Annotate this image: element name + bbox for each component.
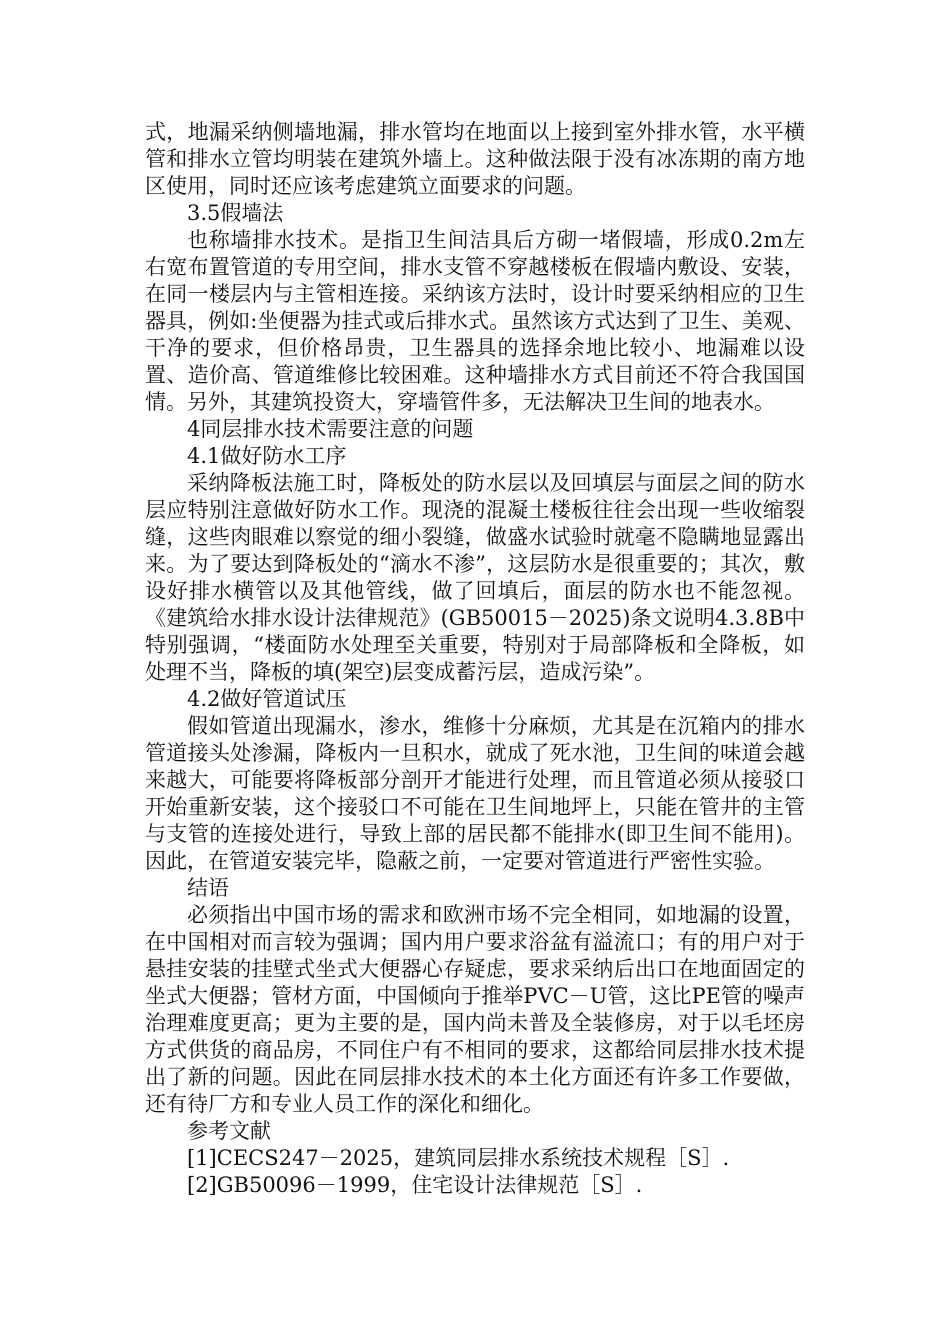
section-heading-3-5: 3.5假墙法 [187,201,284,225]
section-heading-conclusion: 结语 [187,876,229,900]
document-body [145,119,805,1199]
paragraph-waterproofing: 采纳降板法施工时，降板处的防水层以及回填层与面层之间的防水层应特别注意做好防水工作。现浇的混凝土楼板往往会出现一些收缩裂缝，这些肉眼难以察觉的细小裂缝，做盛水试验时就毫不隐瞒地显露出来。为了要达到降板处的“滴水不渗”，这层防水是很重要的；其次，敷设好排水横管以及其他管线，做了回填后，面层的防水也不能忽视。《建筑给水排水设计法律规范》(GB50015－2025)条文说明4.3.8B中特别强调，“楼面防水处理至关重要，特别对于局部降板和全降板，如处理不当，降板的填(架空)层变成蓄污层，造成污染”。 [145,471,805,684]
paragraph-false-wall: 也称墙排水技术。是指卫生间洁具后方砌一堵假墙，形成0.2m左右宽布置管道的专用空间，排水支管不穿越楼板在假墙内敷设、安装，在同一楼层内与主管相连接。采纳该方法时，设计时要采纳相应的卫生器具，例如:坐便器为挂式或后排水式。虽然该方式达到了卫生、美观、干净的要求，但价格昂贵，卫生器具的选择余地比较小、地漏难以设置、造价高、管道维修比较困难。这种墙排水方式目前还不符合我国国情。另外，其建筑投资大，穿墙管件多，无法解决卫生间的地表水。 [145,228,805,414]
paragraph-conclusion: 必须指出中国市场的需求和欧洲市场不完全相同，如地漏的设置，在中国相对而言较为强调；国内用户要求浴盆有溢流口；有的用户对于悬挂安装的挂壁式坐式大便器心存疑虑，要求采纳后出口在地面固定的坐式大便器；管材方面，中国倾向于推举PVC－U管，这比PE管的噪声治理难度更高；更为主要的是，国内尚未普及全装修房，对于以毛坯房方式供货的商品房，不同住户有不相同的要求，这都给同层排水技术提出了新的问题。因此在同层排水技术的本土化方面还有许多工作要做，还有待厂方和专业人员工作的深化和细化。 [145,903,805,1116]
paragraph-pressure-test: 假如管道出现漏水，渗水，维修十分麻烦，尤其是在沉箱内的排水管道接头处渗漏，降板内一旦积水，就成了死水池，卫生间的味道会越来越大，可能要将降板部分剖开才能进行处理，而且管道必须从接驳口开始重新安装，这个接驳口不可能在卫生间地坪上，只能在管井的主管与支管的连接处进行，导致上部的居民都不能排水(即卫生间不能用)。因此，在管道安装完毕，隐蔽之前，一定要对管道进行严密性实验。 [145,714,805,873]
section-heading-4-1: 4.1做好防水工序 [187,444,347,468]
section-heading-4: 4同层排水技术需要注意的问题 [187,417,474,441]
reference-item: [2]GB50096－1999，住宅设计法律规范［S］. [187,1173,643,1197]
section-heading-references: 参考文献 [187,1119,271,1143]
paragraph-continuation: 式，地漏采纳侧墙地漏，排水管均在地面以上接到室外排水管，水平横管和排水立管均明装在建筑外墙上。这种做法限于没有冰冻期的南方地区使用，同时还应该考虑建筑立面要求的问题。 [145,120,805,198]
reference-item: [1]CECS247－2025，建筑同层排水系统技术规程［S］. [187,1146,730,1170]
section-heading-4-2: 4.2做好管道试压 [187,687,347,711]
